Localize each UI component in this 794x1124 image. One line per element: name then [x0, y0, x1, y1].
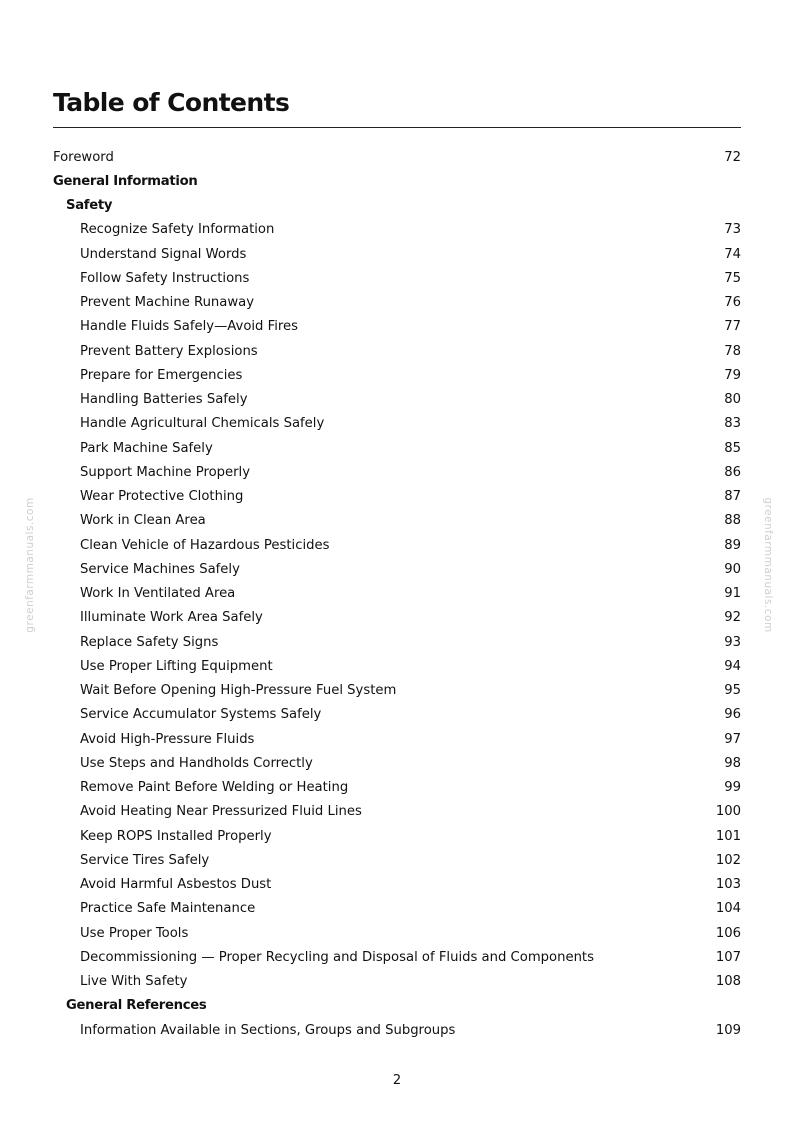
- toc-entry[interactable]: [53, 460, 741, 484]
- toc-entry-page: 75: [724, 270, 741, 286]
- toc-entry-label: Follow Safety Instructions: [80, 270, 250, 286]
- toc-entry[interactable]: [53, 218, 741, 242]
- toc-entry-page: 86: [724, 464, 741, 480]
- toc-entry-label: Support Machine Properly: [80, 464, 251, 480]
- toc-entry-label: Use Proper Lifting Equipment: [80, 658, 273, 674]
- toc-entry-page: 106: [715, 925, 741, 941]
- toc-entry-page: 100: [715, 804, 741, 820]
- toc-entry-page: 73: [724, 222, 741, 238]
- toc-entry-page: 80: [724, 392, 741, 408]
- toc-entry-label: Replace Safety Signs: [80, 634, 219, 650]
- watermark-right: greenfarmmanuals.com: [762, 497, 774, 633]
- toc-entry-page: 108: [715, 974, 741, 990]
- toc-entry-page: 93: [724, 634, 741, 650]
- toc-list: [53, 145, 741, 1042]
- toc-entry[interactable]: [53, 945, 741, 969]
- toc-entry-label: Avoid High-Pressure Fluids: [80, 731, 255, 747]
- toc-entry-page: 96: [724, 707, 741, 723]
- toc-entry-page: 104: [715, 901, 741, 917]
- toc-entry-page: 103: [715, 877, 741, 893]
- toc-entry-page: 79: [724, 367, 741, 383]
- toc-entry-label: Use Steps and Handholds Correctly: [80, 755, 313, 771]
- toc-entry[interactable]: [53, 679, 741, 703]
- toc-entry-label: Understand Signal Words: [80, 246, 247, 262]
- toc-entry-label: Work In Ventilated Area: [80, 586, 236, 602]
- toc-entry-label: Use Proper Tools: [80, 925, 189, 941]
- toc-entry-page: 97: [724, 731, 741, 747]
- toc-entry[interactable]: [53, 776, 741, 800]
- toc-entry-page: 76: [724, 295, 741, 311]
- toc-entry[interactable]: [53, 412, 741, 436]
- toc-entry-label: Recognize Safety Information: [80, 222, 275, 238]
- toc-entry-label: Safety: [66, 198, 113, 214]
- toc-entry-label: Work in Clean Area: [80, 513, 206, 529]
- toc-entry-page: 88: [724, 513, 741, 529]
- toc-entry-page: 90: [724, 561, 741, 577]
- toc-entry-page: 94: [724, 658, 741, 674]
- toc-entry-label: Wait Before Opening High-Pressure Fuel System: [80, 683, 397, 699]
- toc-entry[interactable]: [53, 436, 741, 460]
- toc-entry-page: 89: [724, 537, 741, 553]
- toc-entry[interactable]: [53, 388, 741, 412]
- toc-entry[interactable]: [53, 533, 741, 557]
- toc-entry[interactable]: [53, 339, 741, 363]
- toc-entry-label: Information Available in Sections, Groups and Subgroups: [80, 1022, 456, 1038]
- toc-entry-label: Handle Fluids Safely—Avoid Fires: [80, 319, 299, 335]
- title-divider: [53, 127, 741, 128]
- toc-section-heading: [53, 194, 741, 218]
- toc-entry[interactable]: [53, 654, 741, 678]
- toc-entry-page: 72: [724, 149, 741, 165]
- toc-entry[interactable]: [53, 606, 741, 630]
- toc-entry[interactable]: [53, 363, 741, 387]
- toc-entry-page: 102: [715, 852, 741, 868]
- toc-entry[interactable]: [53, 485, 741, 509]
- toc-entry-label: Decommissioning — Proper Recycling and Disposal of Fluids and Components: [80, 949, 594, 965]
- toc-entry-page: 91: [724, 586, 741, 602]
- toc-entry[interactable]: [53, 897, 741, 921]
- toc-entry-label: Service Tires Safely: [80, 852, 210, 868]
- toc-entry-label: Avoid Harmful Asbestos Dust: [80, 877, 272, 893]
- toc-entry-page: 99: [724, 780, 741, 796]
- toc-entry-label: Practice Safe Maintenance: [80, 901, 256, 917]
- toc-entry-label: Illuminate Work Area Safely: [80, 610, 263, 626]
- toc-entry[interactable]: [53, 1018, 741, 1042]
- toc-entry-label: Service Accumulator Systems Safely: [80, 707, 322, 723]
- toc-entry-page: 92: [724, 610, 741, 626]
- toc-entry-page: 78: [724, 343, 741, 359]
- toc-entry[interactable]: [53, 630, 741, 654]
- toc-entry-page: 74: [724, 246, 741, 262]
- toc-entry-label: Wear Protective Clothing: [80, 489, 244, 505]
- toc-entry-page: 95: [724, 683, 741, 699]
- toc-entry-page: 98: [724, 755, 741, 771]
- toc-entry-label: General References: [66, 998, 207, 1014]
- toc-entry-label: Prevent Battery Explosions: [80, 343, 258, 359]
- toc-entry[interactable]: [53, 873, 741, 897]
- toc-entry-label: Handle Agricultural Chemicals Safely: [80, 416, 325, 432]
- page-title: Table of Contents: [53, 88, 290, 117]
- toc-entry-page: 101: [715, 828, 741, 844]
- toc-entry[interactable]: [53, 751, 741, 775]
- toc-entry-label: Avoid Heating Near Pressurized Fluid Lines: [80, 804, 362, 820]
- toc-entry-label: Handling Batteries Safely: [80, 392, 248, 408]
- toc-entry-label: Remove Paint Before Welding or Heating: [80, 780, 349, 796]
- toc-entry[interactable]: [53, 582, 741, 606]
- toc-section-heading: [53, 169, 741, 193]
- toc-entry-label: Prepare for Emergencies: [80, 367, 243, 383]
- toc-entry-label: General Information: [53, 173, 198, 189]
- toc-entry[interactable]: [53, 800, 741, 824]
- toc-entry[interactable]: [53, 557, 741, 581]
- toc-entry-label: Live With Safety: [80, 974, 188, 990]
- toc-entry-label: Prevent Machine Runaway: [80, 295, 255, 311]
- toc-entry[interactable]: [53, 848, 741, 872]
- toc-entry-label: Keep ROPS Installed Properly: [80, 828, 272, 844]
- toc-entry-page: 87: [724, 489, 741, 505]
- toc-entry-label: Foreword: [53, 149, 114, 165]
- toc-entry[interactable]: [53, 315, 741, 339]
- toc-entry[interactable]: [53, 242, 741, 266]
- toc-entry[interactable]: [53, 970, 741, 994]
- toc-entry[interactable]: [53, 824, 741, 848]
- toc-entry[interactable]: [53, 703, 741, 727]
- toc-entry[interactable]: [53, 509, 741, 533]
- toc-entry-page: 85: [724, 440, 741, 456]
- toc-entry[interactable]: [53, 921, 741, 945]
- toc-entry-page: 77: [724, 319, 741, 335]
- toc-entry-page: 83: [724, 416, 741, 432]
- toc-entry-page: 109: [715, 1022, 741, 1038]
- toc-entry[interactable]: [53, 266, 741, 290]
- toc-entry[interactable]: [53, 291, 741, 315]
- toc-entry-label: Clean Vehicle of Hazardous Pesticides: [80, 537, 330, 553]
- page-number: 2: [392, 1073, 402, 1088]
- toc-entry-label: Park Machine Safely: [80, 440, 213, 456]
- toc-entry[interactable]: [53, 145, 741, 169]
- toc-entry[interactable]: [53, 727, 741, 751]
- toc-section-heading: [53, 994, 741, 1018]
- toc-entry-label: Service Machines Safely: [80, 561, 240, 577]
- toc-entry-page: 107: [715, 949, 741, 965]
- watermark-left: greenfarmmanuals.com: [24, 497, 36, 633]
